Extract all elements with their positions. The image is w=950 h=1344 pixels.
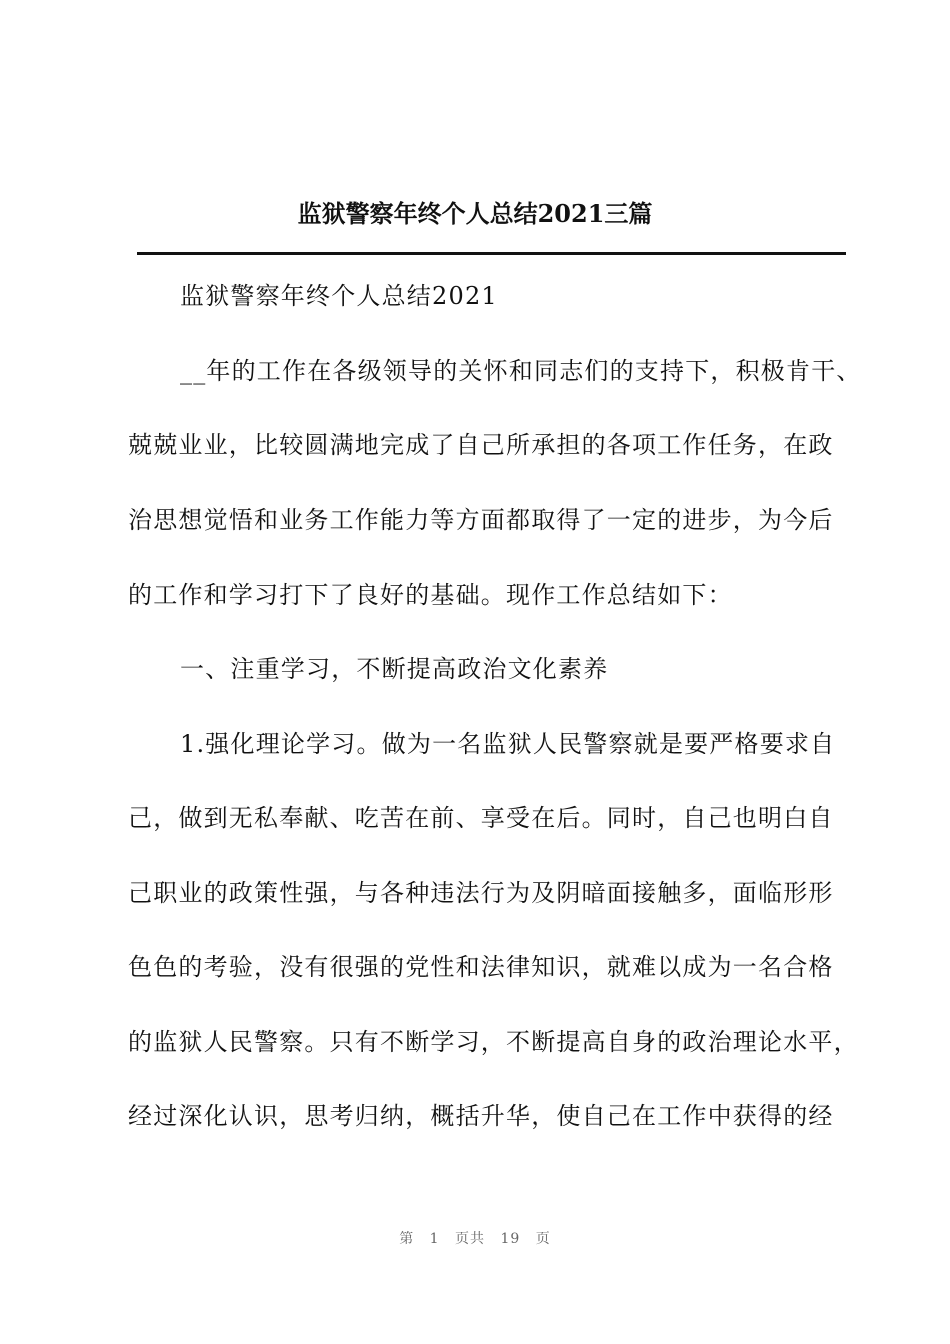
footer-page-number: 1 <box>429 1231 440 1247</box>
paragraph-line: 己，做到无私奉献、吃苦在前、享受在后。同时，自己也明白自 <box>128 804 834 832</box>
document-title: 监狱警察年终个人总结2021三篇 <box>297 199 653 228</box>
paragraph-line: 经过深化认识，思考归纳，概括升华，使自己在工作中获得的经 <box>128 1102 834 1130</box>
paragraph-line: 色色的考验，没有很强的党性和法律知识，就难以成为一名合格 <box>128 953 834 981</box>
paragraph-line: 的监狱人民警察。只有不断学习，不断提高自身的政治理论水平， <box>128 1028 859 1056</box>
paragraph-line: __年的工作在各级领导的关怀和同志们的支持下，积极肯干、 <box>180 357 862 385</box>
footer-prefix: 第 <box>399 1231 415 1247</box>
title-underline <box>137 252 846 255</box>
paragraph-line: 己职业的政策性强，与各种违法行为及阴暗面接触多，面临形形 <box>128 879 834 907</box>
section-heading: 一、注重学习，不断提高政治文化素养 <box>180 655 609 683</box>
paragraph-line: 治思想觉悟和业务工作能力等方面都取得了一定的进步，为今后 <box>128 506 834 534</box>
paragraph-line: 1.强化理论学习。做为一名监狱人民警察就是要严格要求自 <box>180 730 836 758</box>
footer-total-pages: 19 <box>500 1231 521 1247</box>
footer-suffix: 页 <box>535 1231 551 1247</box>
footer-middle: 页共 <box>455 1231 486 1247</box>
subtitle-line: 监狱警察年终个人总结2021 <box>180 282 498 310</box>
paragraph-line: 兢兢业业，比较圆满地完成了自己所承担的各项工作任务，在政 <box>128 431 834 459</box>
page-footer <box>0 1228 950 1248</box>
paragraph-line: 的工作和学习打下了良好的基础。现作工作总结如下： <box>128 581 733 609</box>
